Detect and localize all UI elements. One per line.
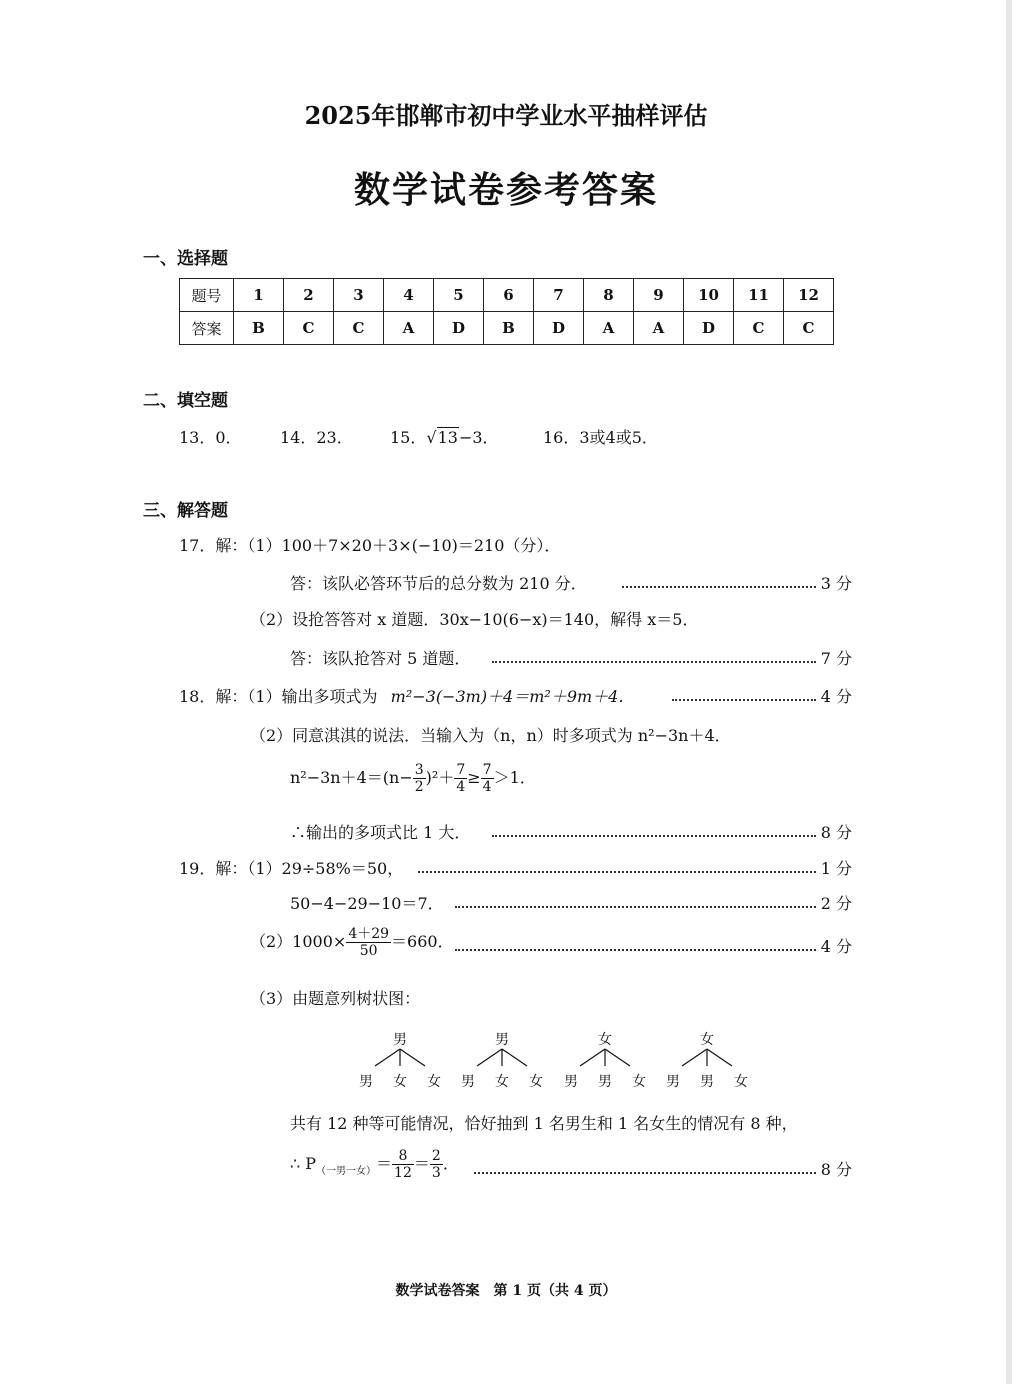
table-cell: 4 <box>384 279 434 312</box>
q18-expr-part: )²＋ <box>425 768 455 787</box>
table-cell: 10 <box>684 279 734 312</box>
q18-expr-part: ＞1． <box>493 768 536 787</box>
table-cell: 7 <box>534 279 584 312</box>
q18-expr-part: n²−3n＋4＝(n− <box>290 768 413 787</box>
table-cell: B <box>484 312 534 345</box>
q18-expr-part: ≥ <box>467 768 481 787</box>
tree-leaf: 女 <box>632 1074 646 1090</box>
score-label: 8 分 <box>820 1160 852 1179</box>
q18-polynomial: m²−3(−3m)＋4＝m²＋9m＋4． <box>390 687 635 706</box>
dot-leader <box>474 1172 816 1174</box>
tree-leaf: 男 <box>564 1074 578 1090</box>
tree-leaf: 女 <box>495 1074 509 1090</box>
sqrt-expression: √13 <box>426 428 458 447</box>
q19-expr-part: ＝ <box>376 1154 393 1173</box>
score-label: 8 分 <box>820 823 852 842</box>
tree-leaf: 男 <box>359 1074 373 1090</box>
q19-line-4: （3）由题意列树状图： <box>250 989 421 1008</box>
table-cell: C <box>284 312 334 345</box>
q19-probability-subscript: （一男一女） <box>316 1166 377 1177</box>
table-cell: A <box>584 312 634 345</box>
tree-branch <box>477 1049 527 1066</box>
table-cell: B <box>234 312 284 345</box>
table-cell: D <box>684 312 734 345</box>
score-label: 4 分 <box>820 687 852 706</box>
q18-line-1-prefix: 18．解：（1）输出多项式为 <box>179 687 378 706</box>
fraction-numerator: 7 <box>456 762 466 778</box>
table-cell: 9 <box>634 279 684 312</box>
q19-expr-part: ． <box>442 1154 459 1173</box>
section-fill-heading: 二、填空题 <box>143 391 228 411</box>
fraction-denominator: 4 <box>482 779 492 795</box>
score-label: 1 分 <box>820 859 852 878</box>
table-cell: 2 <box>284 279 334 312</box>
score-label: 4 分 <box>820 937 852 956</box>
q19-line-5: 共有 12 种等可能情况，恰好抽到 1 名男生和 1 名女生的情况有 8 种， <box>290 1114 798 1133</box>
tree-root: 男 <box>393 1032 407 1048</box>
q19-line-2: 50−4−29−10＝7． <box>290 894 444 913</box>
tree-leaf: 男 <box>598 1074 612 1090</box>
q17-line-4: 答：该队抢答对 5 道题． <box>290 649 471 668</box>
table-cell: D <box>434 312 484 345</box>
page-footer: 数学试卷答案 第 1 页（共 4 页） <box>395 1283 617 1299</box>
fraction-denominator: 12 <box>394 1165 412 1181</box>
q15-label: 15． <box>390 428 427 447</box>
q18-line-4: ∴输出的多项式比 1 大． <box>290 823 471 842</box>
q17-line-3: （2）设抢答答对 x 道题．30x−10(6−x)＝140，解得 x＝5． <box>250 610 699 629</box>
fraction-denominator: 2 <box>414 779 424 795</box>
tree-leaf: 女 <box>393 1074 407 1090</box>
fraction <box>392 1148 414 1181</box>
section-choice-heading: 一、选择题 <box>143 249 228 269</box>
q19-expr-part: ＝660． <box>391 932 454 951</box>
fraction-denominator: 3 <box>431 1165 441 1181</box>
sqrt-radicand: 13 <box>437 428 458 447</box>
table-cell: C <box>784 312 834 345</box>
score-label: 2 分 <box>820 894 852 913</box>
q19-expr-part: ＝ <box>413 1154 430 1173</box>
tree-leaf: 男 <box>700 1074 714 1090</box>
score-label: 7 分 <box>820 649 852 668</box>
table-cell: 5 <box>434 279 484 312</box>
table-cell: 11 <box>734 279 784 312</box>
table-cell: 1 <box>234 279 284 312</box>
tree-leaf: 男 <box>461 1074 475 1090</box>
fraction-numerator: 4＋29 <box>348 926 390 942</box>
q17-line-1: 17．解：（1）100＋7×20＋3×(−10)＝210（分）． <box>179 536 561 555</box>
table-cell: C <box>334 312 384 345</box>
q19-probability-symbol: ∴ P <box>290 1154 317 1173</box>
fill-answer-14: 14．23． <box>280 428 353 447</box>
table-cell: 3 <box>334 279 384 312</box>
fraction-numerator: 2 <box>431 1148 441 1164</box>
table-cell: C <box>734 312 784 345</box>
fraction-numerator: 3 <box>414 762 424 778</box>
table-cell: 8 <box>584 279 634 312</box>
fill-answer-16: 16．3或4或5． <box>543 428 658 447</box>
row-label-answer: 答案 <box>180 312 234 345</box>
tree-root: 男 <box>495 1032 509 1048</box>
tree-leaf: 女 <box>734 1074 748 1090</box>
q15-rest: −3． <box>458 428 499 447</box>
exam-title: 2025年邯郸市初中学业水平抽样评估 <box>304 101 708 130</box>
fraction-numerator: 7 <box>482 762 492 778</box>
tree-branch <box>375 1049 425 1066</box>
answer-key-title: 数学试卷参考答案 <box>353 169 658 211</box>
fraction-denominator: 4 <box>456 779 466 795</box>
tree-leaf: 男 <box>666 1074 680 1090</box>
q19-line-6 <box>290 1148 459 1181</box>
tree-root: 女 <box>598 1032 612 1048</box>
score-label: 3 分 <box>820 574 852 593</box>
fraction-denominator: 50 <box>359 943 378 959</box>
tree-leaf: 女 <box>427 1074 441 1090</box>
fraction <box>430 1148 443 1181</box>
fraction-numerator: 8 <box>392 1148 414 1165</box>
table-cell: 12 <box>784 279 834 312</box>
tree-leaf: 女 <box>529 1074 543 1090</box>
q17-line-2: 答：该队必答环节后的总分数为 210 分． <box>290 574 587 593</box>
table-cell: 6 <box>484 279 534 312</box>
table-cell: D <box>534 312 584 345</box>
q19-expr-part: （2）1000× <box>250 932 347 951</box>
q18-line-2: （2）同意淇淇的说法．当输入为（n，n）时多项式为 n²−3n＋4． <box>250 726 731 745</box>
section-solve-heading: 三、解答题 <box>143 501 228 521</box>
tree-root: 女 <box>700 1032 714 1048</box>
row-label-number: 题号 <box>180 279 234 312</box>
tree-branch <box>580 1049 630 1066</box>
fill-answer-13: 13．0． <box>179 428 242 447</box>
table-cell: A <box>384 312 434 345</box>
tree-branch <box>682 1049 732 1066</box>
table-cell: A <box>634 312 684 345</box>
q19-line-1: 19．解：（1）29÷58%＝50， <box>179 859 404 878</box>
